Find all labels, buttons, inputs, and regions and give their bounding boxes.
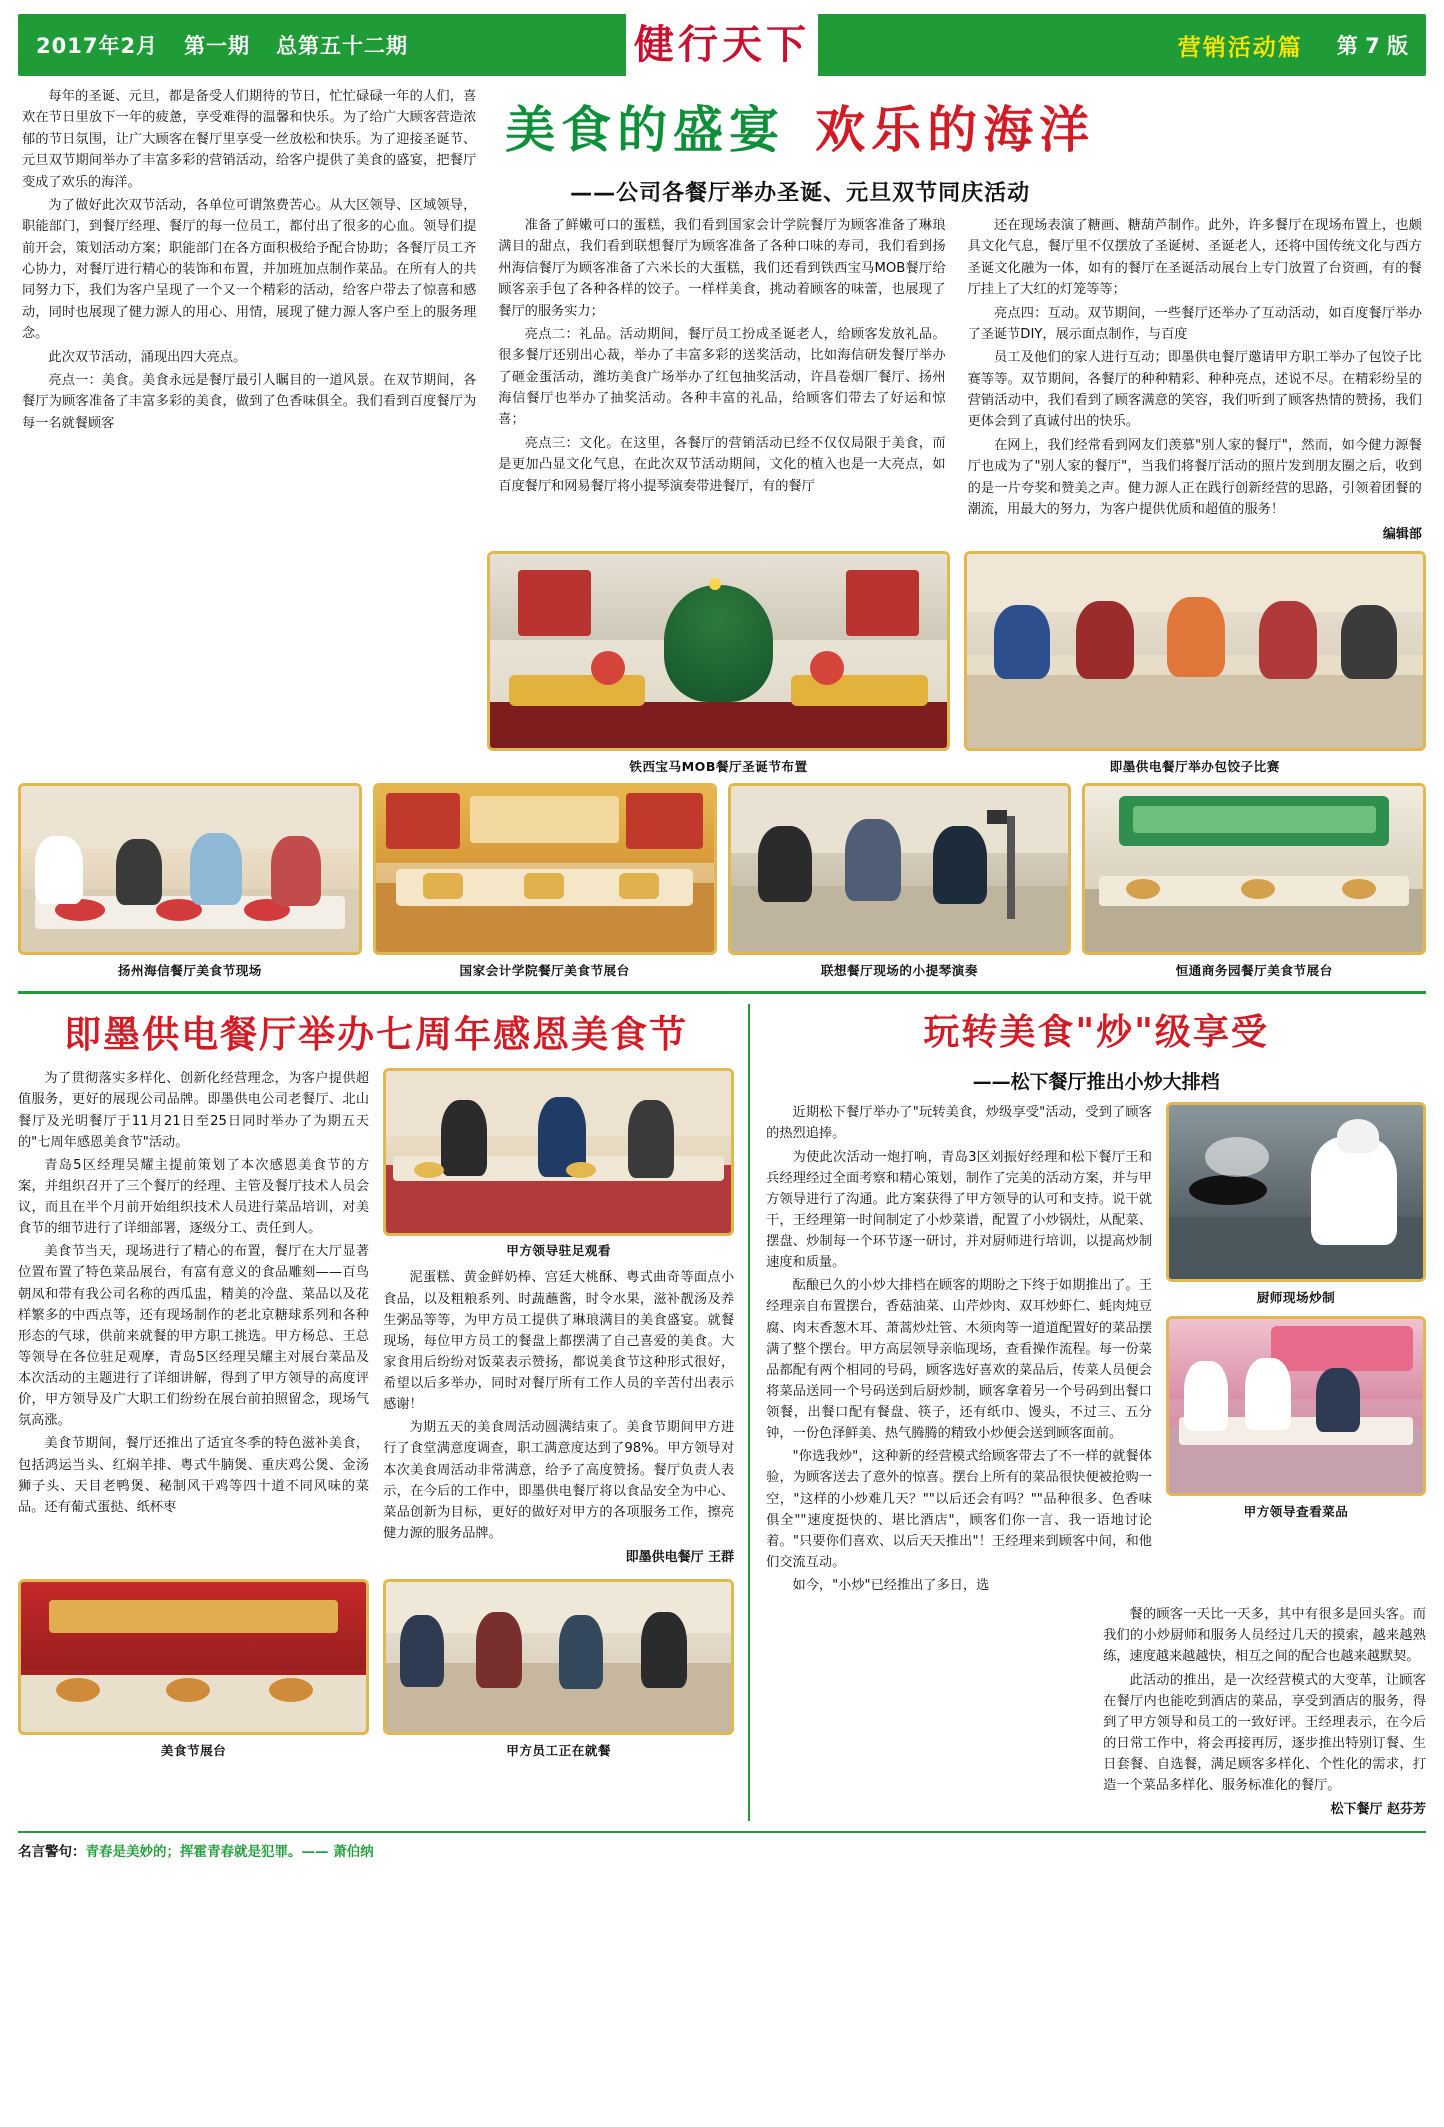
photo-image-xmas-display [490,554,946,748]
col3-para-3: 员工及他们的家人进行互动；即墨供电餐厅邀请甲方职工举办了包饺子比赛等等。双节期间，各餐厅的种种精彩、种种亮点，述说不尽。在精彩纷呈的营销活动中，我们看到了顾客满意的笑容，我们听到了顾客热情的赞扬，我们更体会到了真诚付出的快乐。 [967,350,1422,430]
col3-para-2: 亮点四：互动。双节期间，一些餐厅还举办了互动活动，如百度餐厅举办了圣诞节DIY，展示面点制作，与百度 [967,305,1422,342]
left-article-col-2 [383,1068,734,1569]
col3-para-4: 在网上，我们经常看到网友们羡慕"别人家的餐厅"，然而，如今健力源餐厅也成为了"别人家的餐厅"，当我们将餐厅活动的照片发到朋友圈之后，收到的是一片夸奖和赞美之声。健力源人正在践行创新经营的思路，引领着团餐的潮流，用最大的努力，为客户提供优质和超值的服务！ [967,437,1422,517]
right-article-title: 玩转美食"炒"级享受 [923,1011,1269,1054]
left-col2-para-1: 泥蛋糕、黄金鲜奶棒、宫廷大桃酥、粤式曲奇等面点小食品，以及粗粮系列、时蔬蘸酱，时令水果，滋补靓汤及养生粥品等等，为甲方员工提供了琳琅满目的美食盛宴。就餐现场，每位甲方员工的餐盘上都摆满了自己喜爱的美食。大家食用后纷纷对饭菜表示赞扬，都说美食节这种形式很好，希望以后多举办，同时对餐厅所有工作人员的辛苦付出表示感谢！ [383,1270,735,1413]
col1-para-2: 为了做好此次双节活动，各单位可谓煞费苦心。从大区领导、区域领导，职能部门，到餐厅经理、餐厅的每一位员工，都付出了很多的心血。领导们提前开会，策划活动方案；职能部门在各方面积极给予配合协助；各餐厅员工齐心协力，对餐厅进行精心的装饰和布置，并加班加点制作菜品。在所有人的共同努力下，我们为客户呈现了一个又一个精彩的活动，给客户带去了惊喜和感动，同时也展现了健力源人的用心、用情，展现了健力源人客户至上的服务理念。 [22,197,477,342]
right-para-6: 餐的顾客一天比一天多，其中有很多是回头客。而我们的小炒厨师和服务人员经过几天的摸索，越来越熟练，速度越来越越快，相互之间的配合也越来越默契。 [1103,1607,1426,1665]
photo-frame [1166,1316,1426,1496]
photo-frame [1166,1102,1426,1282]
photo-block-1 [18,783,362,979]
column-two [487,215,956,545]
left-article-columns [18,1068,734,1569]
col2-para-1: 准备了鲜嫩可口的蛋糕，我们看到国家会计学院餐厅为顾客准备了琳琅满目的甜点，我们看到联想餐厅为顾客准备了各种口味的寿司，我们看到扬州海信餐厅为顾客准备了六米长的大蛋糕，我们还看到铁西宝马MOB餐厅给顾客亲手包了各种各样的饺子。一样样美食，挑动着顾客的味蕾，也展现了餐厅的服务实力； [498,218,946,319]
photo-block-3-caption: 联想餐厅现场的小提琴演奏 [820,963,978,979]
mid-photo-1 [487,551,949,775]
headline-subtitle: ——公司各餐厅举办圣诞、元旦双节同庆活动 [570,181,1031,206]
bottom-article-area [18,1004,1426,1821]
col2-para-3: 亮点三：文化。在这里，各餐厅的营销活动已经不仅仅局限于美食，而是更加凸显文化气息，在此次双节活动期间，文化的植入也是一大亮点，如百度餐厅和网易餐厅将小提琴演奏带进餐厅，有的餐厅 [498,435,946,494]
right-article-tail-col [1103,1604,1426,1821]
photo-block-1-caption: 扬州海信餐厅美食节现场 [117,963,262,979]
right-photo-1-caption: 厨师现场炒制 [1256,1290,1336,1306]
right-article-tail [766,1604,1426,1821]
main-headline [487,86,1113,162]
masthead-total-issue: 总第五十二期 [276,34,409,58]
right-para-7: 此活动的推出，是一次经营模式的大变革，让顾客在餐厅内也能吃到酒店的菜品，享受到酒店的服务，得到了甲方领导和员工的一致好评。王经理表示，在今后的日常工作中，将会再接再厉，逐步推出特别订餐、生日套餐、自选餐，满足顾客多样化、个性化的需求，打造一个菜品多样化、服务标准化的餐厅。 [1103,1672,1426,1794]
mid-photo-2-caption: 即墨供电餐厅举办包饺子比赛 [1109,759,1280,775]
photo-block-4 [1082,783,1426,979]
photo-frame [964,551,1426,751]
masthead-issue-info [36,30,434,60]
right-article-body [766,1102,1426,1598]
photo-frame [1082,783,1426,955]
left-photo-3-caption: 甲方员工正在就餐 [506,1742,611,1758]
photo-block-2-caption: 国家会计学院餐厅美食节展台 [459,963,630,979]
col1-para-3: 此次双节活动，涌现出四大亮点。 [48,349,247,365]
left-bottom-photos [18,1579,734,1759]
left-col2-para-2: 为期五天的美食周活动圆满结束了。美食节期间甲方进行了食堂满意度调查，职工满意度达到了98%。甲方领导对本次美食周活动非常满意，给予了高度赞扬。餐厅负责人表示，在今后的工作中，即墨供电餐厅将以食品安全为中心、菜品创新为目标，更好的做好对甲方的各项服务工作，擦亮健力源的服务品牌。 [383,1420,735,1541]
four-photo-row [18,783,1426,979]
photo-image-festival-booth [21,1582,366,1732]
photo-frame [18,1579,369,1735]
photo-block-3 [728,783,1072,979]
right-article-subtitle: ——松下餐厅推出小炒大排档 [972,1071,1220,1094]
top-article-area [18,86,1426,775]
right-para-4: "你选我炒"，这种新的经营模式给顾客带去了不一样的就餐体验，为顾客送去了意外的惊喜。摆台上所有的菜品很快便被抢购一空，"这样的小炒难几天？""以后还会有吗？""品种很多、色香味俱全""速度挺快的、堪比酒店"，顾客们你一言、我一语地讨论着。"只要你们喜欢、以后天天推出"！王经理来到顾客中间，和他们交流互动。 [766,1449,1152,1570]
masthead-issue: 第一期 [184,34,251,58]
right-article-signature: 松下餐厅 赵芬芳 [1330,1802,1426,1818]
right-para-3: 酝酿已久的小炒大排档在顾客的期盼之下终于如期推出了。王经理亲自布置摆台，香菇油菜、山芹炒肉、双耳炒虾仁、蚝肉炖豆腐、肉末香葱木耳、萧蒿炒灶管、木须肉等一道道配置好的菜品摆满了整个摆台。甲方高层领导亲临现场，查看操作流程。每一份菜品都配有两个相同的号码，顾客选好喜欢的菜品后，传菜人员便会将菜品送同一个号码送到后厨炒制，顾客拿着另一个号码到出餐口领餐，出餐口配有餐盘、筷子，还有纸巾、馒头，不过三、五分钟，一份色泽鲜美、热气腾腾的精致小炒便会送到顾客面前。 [766,1278,1152,1442]
footer-quote-bar [18,1831,1426,1860]
photo-frame [373,783,717,955]
photo-block-2 [373,783,717,979]
right-photo-2-caption: 甲方领导查看菜品 [1243,1504,1349,1520]
masthead-date: 2017年2月 [36,34,159,58]
mid-photo-1-caption: 铁西宝马MOB餐厅圣诞节布置 [629,759,808,775]
column-one [18,86,487,775]
footer-label: 名言警句： [18,1844,86,1861]
photo-frame [18,783,362,955]
photo-frame [728,783,1072,955]
col3-para-1: 还在现场表演了糖画、糖葫芦制作。此外，许多餐厅在现场布置上，也颇具文化气息，餐厅里不仅摆放了圣诞树、圣诞老人，还将中国传统文化与西方圣诞文化融为一体，如有的餐厅在圣诞活动展台上专门放置了台资画，有的餐厅挂上了大红的灯笼等等； [967,218,1422,298]
photo-frame [487,551,949,751]
masthead [18,14,1426,76]
headline-part-2: 欢乐的海洋 [815,100,1096,159]
right-para-5: 如今，"小炒"已经推出了多日，选 [792,1578,990,1594]
footer-quote: 青春是美妙的；挥霍青春就是犯罪。—— 萧伯纳 [85,1844,374,1861]
photo-image-violin-performance [731,786,1069,952]
right-para-1: 近期松下餐厅举办了"玩转美食，炒级享受"活动，受到了顾客的热烈追捧。 [766,1105,1152,1142]
section-title: 营销活动篇 [1177,34,1303,61]
left-bottom-photo-2 [383,1579,734,1759]
left-photo-2-caption: 美食节展台 [160,1742,227,1758]
left-article-title: 即墨供电餐厅举办七周年感恩美食节 [64,1012,689,1057]
headline-part-1: 美食的盛宴 [505,100,786,159]
left-photo-1-caption: 甲方领导驻足观看 [506,1243,611,1259]
right-article [750,1004,1426,1821]
photo-image-employees-dining [386,1582,731,1732]
left-article-col-1 [18,1068,369,1569]
photo-image-yangzhou-food-festival [21,786,359,952]
photo-image-chef-cooking [1169,1105,1423,1279]
photo-frame [383,1579,734,1735]
photo-block-4-caption: 恒通商务园餐厅美食节展台 [1175,963,1333,979]
col3-signature: 编辑部 [1382,527,1422,543]
left-col1-para-4: 美食节期间，餐厅还推出了适宜冬季的特色滋补美食，包括鸿运当头、红焖羊排、粤式牛腩煲、重庆鸡公煲、金汤狮子头、天目老鸭煲、秘制风干鸡等四十道不同风味的菜品。还有葡式蛋挞、纸杯枣 [18,1436,370,1515]
right-para-2: 为使此次活动一炮打响，青岛3区刘振好经理和松下餐厅王和兵经理经过全面考察和精心策划，制作了完美的活动方案，并与甲方领导进行了沟通。此方案获得了甲方领导的认可和支持。说干就干，王经理第一时间制定了小炒菜谱，配置了小炒锅灶，从配菜、摆盘、炒制每一个环节逐一研讨，并对厨师进行培训，以提高炒制速度和质量。 [766,1149,1152,1271]
section-divider [18,991,1426,994]
right-article-photo-col [1166,1102,1426,1598]
left-article [18,1004,750,1821]
column-three [957,215,1426,545]
photo-frame [383,1068,734,1236]
left-col1-para-3: 美食节当天，现场进行了精心的布置，餐厅在大厅显著位置布置了特色菜品展台，有富有意义的食品雕刻——百鸟朝凤和带有我公司名称的西瓜盅，精美的冷盘、菜品以及花样繁多的中西点等，还有现场制作的老北京糖球系列和各种形态的气球，供前来就餐的甲方职工挑选。甲方杨总、王总等领导在各位驻足观摩，青岛5区经理吴耀主对展台菜品及本次活动的主题进行了详细讲解，得到了甲方领导的高度评价，甲方领导及广大职工们纷纷在展台前拍照留念，现场气氛高涨。 [18,1244,370,1429]
headline-block [487,86,1113,207]
photo-image-leaders-observing [386,1071,731,1233]
photo-image-accounting-institute-display [376,786,714,952]
col1-para-1: 每年的圣诞、元旦，都是备受人们期待的节日，忙忙碌碌一年的人们，喜欢在节日里放下一年的疲惫，享受难得的温馨和快乐。为了给广大顾客营造浓郁的节日氛围，让广大顾客在餐厅里享受一丝放松和快乐。为了迎接圣诞节、元旦双节期间举办了丰富多彩的营销活动，给客户提供了美食的盛宴，把餐厅变成了欢乐的海洋。 [22,89,477,190]
left-col1-para-2: 青岛5区经理吴耀主提前策划了本次感恩美食节的方案，并组织召开了三个餐厅的经理、主管及餐厅技术人员会议，而且在半个月前开始组织技术人员进行菜品培训，对美食节的细节进行了详细部署，逐级分工、责任到人。 [18,1157,370,1237]
masthead-right [1178,29,1408,62]
mid-photo-row [487,551,1426,775]
publication-logo: 健行天下 [626,14,818,76]
left-col1-para-1: 为了贯彻落实多样化、创新化经营理念，为客户提供超值服务，更好的展现公司品牌。即墨供电公司老餐厅、北山餐厅及光明餐厅于11月21日至25日同时举办了为期五天的"七周年感恩美食节"活动。 [18,1071,370,1150]
right-article-text-col [766,1102,1152,1598]
col2-para-2: 亮点二：礼品。活动期间，餐厅员工扮成圣诞老人，给顾客发放礼品。很多餐厅还别出心裁，举办了丰富多彩的送奖活动，比如海信研发餐厅举办了砸金蛋活动，潍坊美食广场举办了红包抽奖活动，许昌卷烟厂餐厅、扬州海信餐厅也举办了抽奖活动。各种丰富的礼品，给顾客们带去了好运和惊喜； [498,326,946,428]
photo-image-dumpling-contest [967,554,1423,748]
left-article-signature: 即墨供电餐厅 王群 [625,1550,735,1566]
photo-image-hengtong-display [1085,786,1423,952]
col1-para-4: 亮点一：美食。美食永远是餐厅最引人瞩目的一道风景。在双节期间，各餐厅为顾客准备了丰富多彩的美食，做到了色香味俱全。我们看到百度餐厅为每一名就餐顾客 [22,372,477,431]
page-number: 第 7 版 [1336,34,1408,58]
left-bottom-photo-1 [18,1579,369,1759]
photo-image-leaders-inspecting-dishes [1169,1319,1423,1493]
mid-photo-2 [964,551,1426,775]
